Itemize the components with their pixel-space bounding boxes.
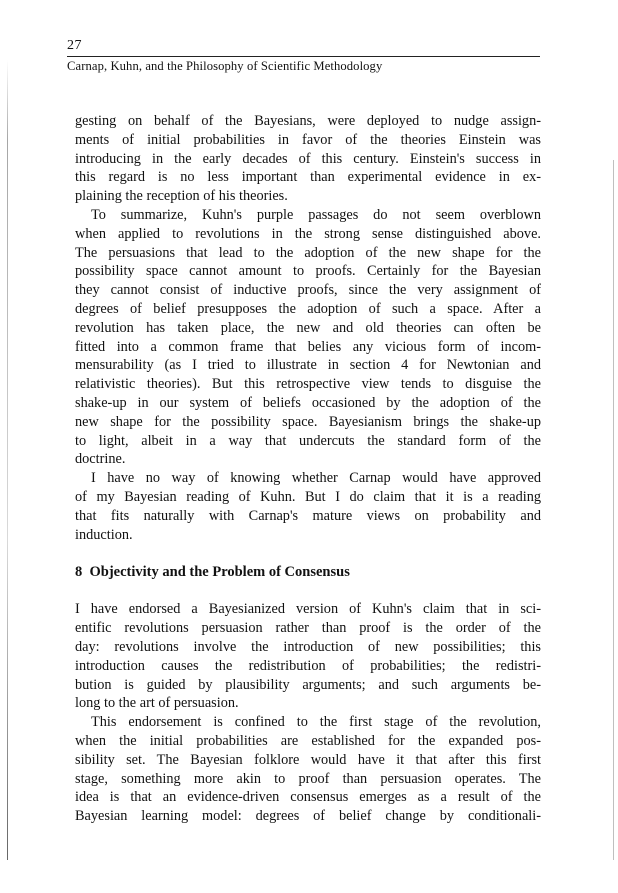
text-line: when applied to revolutions in the strong sense distinguished above. [75, 225, 541, 242]
text-line: The persuasions that lead to the adoption of the new shape for the [75, 244, 541, 261]
section-spacer [75, 544, 541, 558]
text-line: shake-up in our system of beliefs occasioned by the adoption of the [75, 394, 541, 411]
text-line: new shape for the possibility space. Bayesianism brings the shake-up [75, 413, 541, 430]
text-line: bution is guided by plausibility arguments; and such arguments be- [75, 676, 541, 693]
text-line: introducing in the early decades of this century. Einstein's success in [75, 150, 541, 167]
section-paragraph-1 [75, 600, 541, 713]
text-line: This endorsement is confined to the first stage of the revolution, [91, 714, 541, 731]
section-heading [75, 562, 541, 582]
text-line: introduction causes the redistribution of probabilities; the redistri- [75, 657, 541, 674]
text-line: when the initial probabilities are established for the expanded pos- [75, 732, 541, 749]
text-line: ments of initial probabilities in favor of the theories Einstein was [75, 131, 541, 148]
text-line: to light, albeit in a way that undercuts the standard form of the [75, 432, 541, 449]
text-line: idea is that an evidence-driven consensus emerges as a result of the [75, 789, 541, 806]
page-edge-shadow-right [613, 160, 614, 860]
running-head: Carnap, Kuhn, and the Philosophy of Scientific Methodology [67, 56, 540, 74]
text-line: of my Bayesian reading of Kuhn. But I do claim that it is a reading [75, 488, 541, 505]
text-line: entific revolutions persuasion rather than proof is the order of the [75, 620, 541, 637]
text-line: mensurability (as I tried to illustrate in section 4 for Newtonian and [75, 357, 541, 374]
text-line: doctrine. [75, 451, 126, 468]
text-line: they cannot consist of inductive proofs, since the very assignment of [75, 282, 541, 299]
text-line: degrees of belief presupposes the adoption of such a space. After a [75, 300, 541, 317]
section-paragraph-2 [75, 713, 541, 826]
text-line: possibility space cannot amount to proofs. Certainly for the Bayesian [75, 263, 541, 280]
text-line: this regard is no less important than experimental evidence in ex- [75, 169, 541, 186]
text-line: To summarize, Kuhn's purple passages do not seem overblown [91, 206, 541, 223]
text-line: induction. [75, 526, 133, 543]
text-line: Bayesian learning model: degrees of belief change by conditionali- [75, 808, 541, 825]
paragraph-1 [75, 112, 541, 206]
page-edge-shadow-left [7, 60, 8, 860]
paragraph-2 [75, 206, 541, 469]
text-line: revolution has taken place, the new and old theories can often be [75, 319, 541, 336]
text-line: fitted into a common frame that belies any vicious form of incom- [75, 338, 541, 355]
section-number: 8 [75, 564, 83, 581]
text-line: that fits naturally with Carnap's mature views on probability and [75, 507, 541, 524]
text-line: gesting on behalf of the Bayesians, were deployed to nudge assign- [75, 113, 541, 129]
text-line: stage, something more akin to proof than persuasion operates. The [75, 770, 541, 787]
page-number: 27 [67, 38, 82, 53]
text-line: plaining the reception of his theories. [75, 188, 288, 205]
text-line: relativistic theories). But this retrospective view tends to disguise the [75, 376, 541, 393]
text-line: long to the art of persuasion. [75, 695, 239, 712]
section-title: Objectivity and the Problem of Consensus [89, 564, 350, 581]
paragraph-3 [75, 469, 541, 544]
page-body [75, 112, 541, 826]
text-line: day: revolutions involve the introduction of new possibilities; this [75, 638, 541, 655]
text-line: I have no way of knowing whether Carnap would have approved [91, 470, 541, 487]
text-line: sibility set. The Bayesian folklore would have it that after this first [75, 751, 541, 768]
text-line: I have endorsed a Bayesianized version of Kuhn's claim that in sci- [75, 601, 541, 618]
